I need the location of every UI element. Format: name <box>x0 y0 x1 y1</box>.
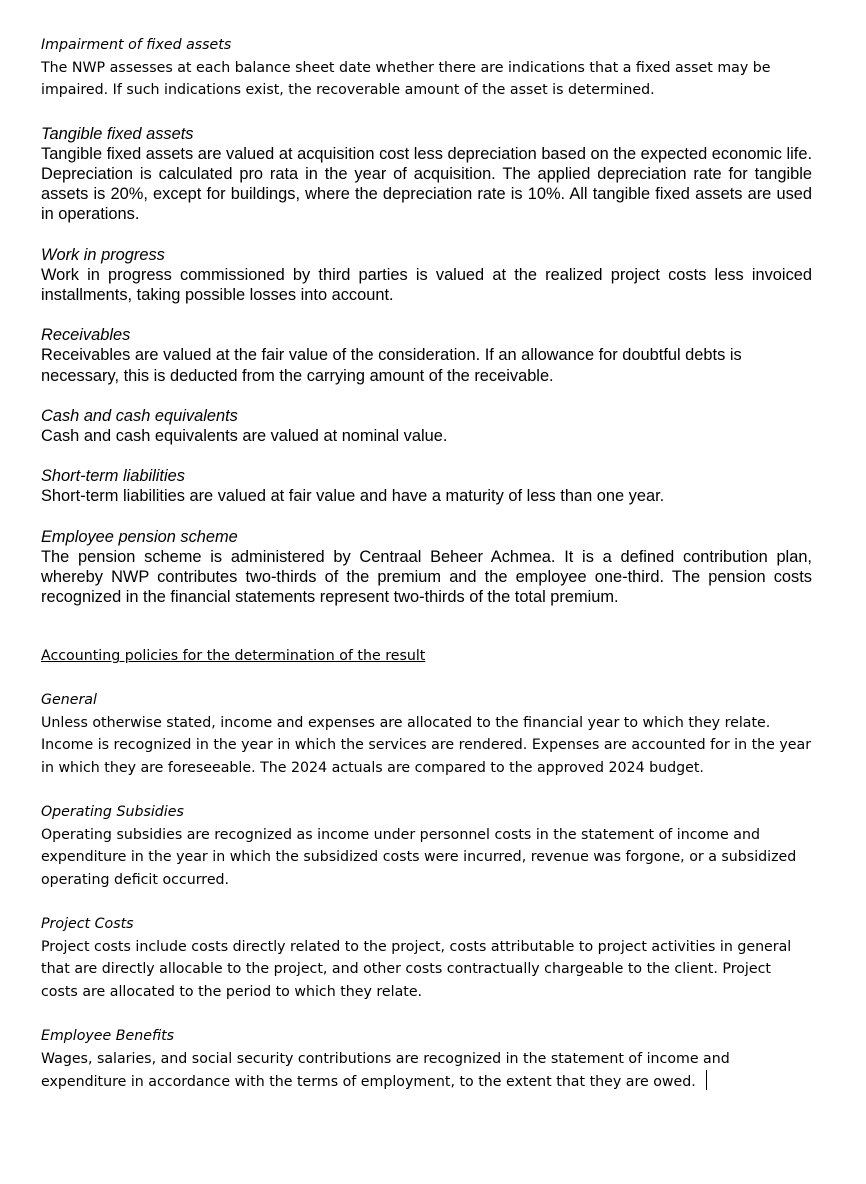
section-body: Tangible fixed assets are valued at acquisition cost less depreciation based on the expected economic life. Depreciation is calculated pro rata in the year of acquisition. The applied depreciation rate for tangible assets is 20%, except for buildings, where the depreciation rate is 10%. All tangible fixed assets are used in operations. <box>41 144 812 224</box>
section-body <box>41 1048 812 1094</box>
section-heading: Employee Benefits <box>41 1028 175 1045</box>
section-tangible-fixed-assets <box>41 124 812 225</box>
section-body: Short-term liabilities are valued at fair value and have a maturity of less than one year. <box>41 487 665 506</box>
section-body: Project costs include costs directly related to the project, costs attributable to project activities in general that are directly allocable to the project, and other costs contractually chargeable to the client. Project costs are allocated to the period to which they relate. <box>41 938 792 1000</box>
section-heading: Impairment of fixed assets <box>41 37 232 53</box>
section-short-term-liabilities <box>41 466 812 506</box>
section-heading: Receivables <box>41 326 131 345</box>
section-heading: General <box>41 692 97 709</box>
section-body: Operating subsidies are recognized as income under personnel costs in the statement of income and expenditure in the year in which the subsidized costs were incurred, revenue was forgone, or a subsidized operating deficit occurred. <box>41 826 797 888</box>
section-impairment <box>41 34 812 102</box>
section-heading: Employee pension scheme <box>41 527 238 546</box>
section-body: Cash and cash equivalents are valued at nominal value. <box>41 426 448 445</box>
section-operating-subsidies <box>41 801 812 891</box>
document-page <box>41 34 812 1094</box>
section-heading: Cash and cash equivalents <box>41 406 238 425</box>
section-pension-scheme <box>41 527 812 608</box>
section-body-text: Wages, salaries, and social security contributions are recognized in the statement of income and expenditure in accordance with the terms of employment, to the extent that they are owed. <box>41 1050 730 1091</box>
text-cursor[interactable] <box>706 1070 707 1090</box>
section-heading: Short-term liabilities <box>41 467 185 486</box>
section-heading: Work in progress <box>41 245 165 264</box>
section-body: The NWP assesses at each balance sheet date whether there are indications that a fixed asset may be impaired. If such indications exist, the recoverable amount of the asset is determined. <box>41 59 771 98</box>
section-heading: Tangible fixed assets <box>41 124 194 143</box>
section-heading: Project Costs <box>41 916 134 933</box>
section-body: The pension scheme is administered by Centraal Beheer Achmea. It is a defined contribution plan, whereby NWP contributes two-thirds of the premium and the employee one-third. The pension costs recognized in the financial statements represent two-thirds of the total premium. <box>41 547 812 607</box>
section-body: Receivables are valued at the fair value of the consideration. If an allowance for doubtful debts is necessary, this is deducted from the carrying amount of the receivable. <box>41 346 742 385</box>
section-heading: Operating Subsidies <box>41 804 184 821</box>
section-project-costs <box>41 913 812 1003</box>
section-cash <box>41 406 812 446</box>
section-employee-benefits <box>41 1025 812 1094</box>
section-work-in-progress <box>41 245 812 306</box>
section-body: Work in progress commissioned by third parties is valued at the realized project costs less invoiced installments, taking possible losses into account. <box>41 265 812 304</box>
result-policies-heading: Accounting policies for the determination of the result <box>41 648 426 665</box>
section-general <box>41 689 812 779</box>
section-body: Unless otherwise stated, income and expenses are allocated to the financial year to which they relate. Income is recognized in the year in which the services are rendered. Expenses are accounted for in the year in which they are foreseeable. The 2024 actuals are compared to the approved 2024 budget. <box>41 714 812 776</box>
section-receivables <box>41 325 812 386</box>
